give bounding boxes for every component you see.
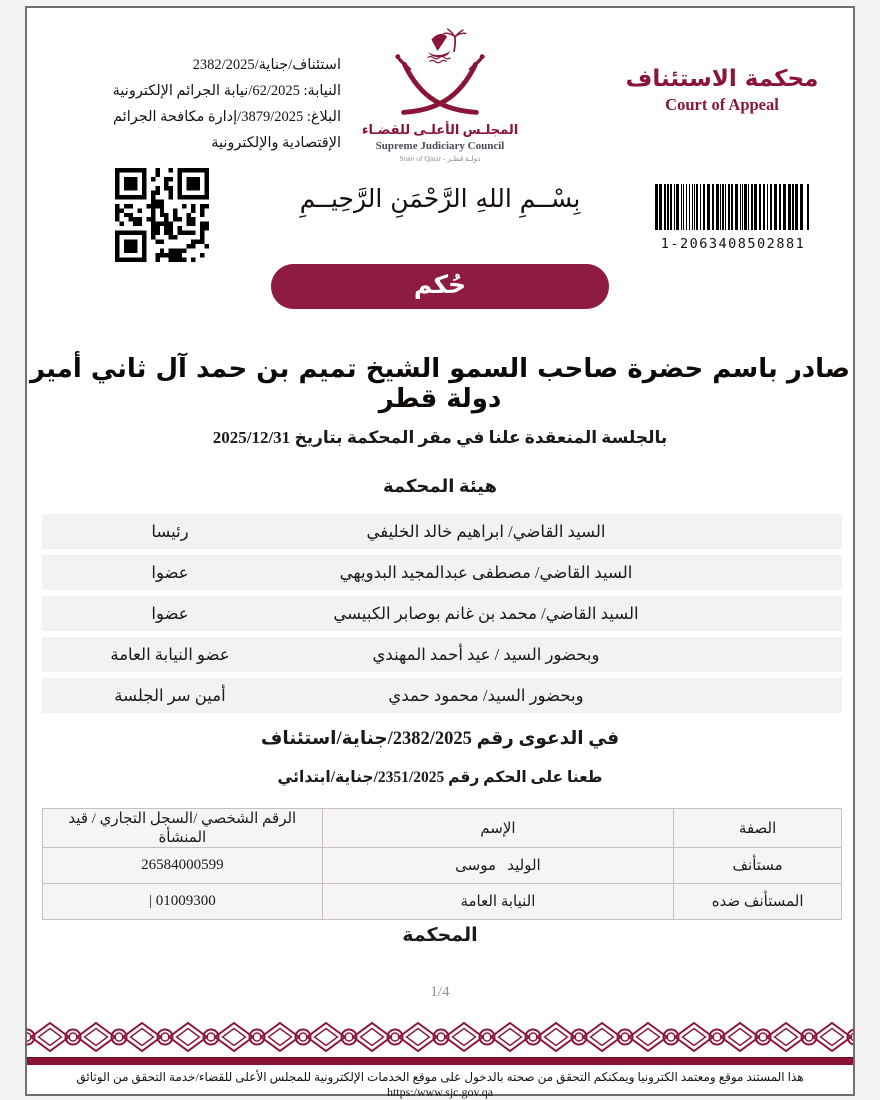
- case-number-line: في الدعوى رقم 2382/2025/جناية/استئناف: [260, 729, 620, 749]
- court-name-arabic: محكمة الاستئناف: [625, 66, 819, 92]
- party-name: الوليد موسى: [322, 848, 674, 884]
- panel-row: [42, 514, 842, 549]
- page-number: 1/4: [430, 984, 450, 1000]
- parties-row: [43, 848, 842, 884]
- footer-verification-note: هذا المستند موقع ومعتمد الكترونيا ويمكنكم التحقق من صحته بالدخول على موقع الخدمات الإلكترونية للمجلس الأعلى للقضاء/خدمة التحقق من الوثائق https:/www.sjc.gov.qa: [76, 1070, 804, 1099]
- ornament-border: [27, 1020, 853, 1054]
- case-reference-line: استئناف/جناية/2382/2025: [192, 57, 341, 73]
- report-line-continuation: الإقتصادية والإلكترونية: [211, 135, 341, 151]
- panel-heading: هيئة المحكمة: [382, 476, 497, 496]
- parties-column-header: الصفة: [674, 809, 842, 848]
- palm-tree: [443, 29, 466, 37]
- council-state-line: State of Qatar - دولـة قطـر: [399, 154, 481, 163]
- dhow-sail: [431, 34, 447, 51]
- court-panel-table: [42, 514, 842, 719]
- supreme-judiciary-council-logo: [335, 28, 545, 163]
- parties-table-header-row: [43, 809, 842, 848]
- panel-member-role: عضوا: [151, 562, 189, 582]
- panel-member-role: أمين سر الجلسة: [114, 685, 226, 705]
- case-reference-block: [79, 52, 341, 156]
- barcode-number: 1-2063408502881: [660, 236, 806, 252]
- document-sheet: [25, 6, 855, 1099]
- parties-row: [43, 884, 842, 920]
- court-name-english: Court of Appeal: [665, 95, 779, 114]
- party-role: المستأنف ضده: [674, 884, 842, 920]
- crossed-swords: [395, 54, 484, 112]
- judgment-banner-label: حُكم: [413, 270, 467, 299]
- panel-row: [42, 596, 842, 631]
- party-number: 26584000599: [43, 848, 323, 884]
- panel-member-name: السيد القاضي/ ابراهيم خالد الخليفي: [366, 521, 606, 541]
- court-of-appeal-block: [617, 66, 827, 115]
- panel-row: [42, 678, 842, 713]
- party-role: مستأنف: [674, 848, 842, 884]
- qr-code: [115, 168, 209, 262]
- panel-member-name: السيد القاضي/ مصطفى عبدالمجيد البدويهي: [339, 562, 633, 582]
- panel-row: [42, 637, 842, 672]
- prosecution-line: النيابة: 62/2025/نيابة الجرائم الإلكترونية: [112, 83, 341, 99]
- session-line: بالجلسة المنعقدة علنا في مقر المحكمة بتاريخ 2025/12/31: [212, 428, 668, 447]
- panel-member-name: وبحضور السيد/ محمود حمدي: [388, 685, 584, 705]
- bismillah-calligraphy: بِسْــمِ اللهِ الرَّحْمَنِ الرَّحِيــمِ: [299, 184, 581, 213]
- parties-column-header: الرقم الشخصي /السجل التجاري / قيد المنشأة: [43, 809, 323, 848]
- party-number: 01009300 |: [43, 884, 323, 920]
- panel-row: [42, 555, 842, 590]
- panel-member-name: السيد القاضي/ محمد بن غانم بوصابر الكبيسي: [333, 603, 639, 623]
- qatar-emblem-icon: [392, 28, 488, 120]
- ornament-bar: [27, 1057, 853, 1065]
- appealed-judgment-line: طعنا على الحكم رقم 2351/2025/جناية/ابتدائي: [277, 769, 603, 786]
- panel-member-role: عضو النيابة العامة: [110, 644, 230, 664]
- barcode-block: [655, 184, 811, 252]
- panel-member-role: رئيسا: [151, 521, 189, 541]
- council-name-english: Supreme Judiciary Council: [375, 140, 505, 152]
- barcode: [655, 184, 811, 235]
- report-line: البلاغ: 3879/2025/إدارة مكافحة الجرائم: [113, 109, 341, 125]
- panel-member-name: وبحضور السيد / عيد أحمد المهندي: [372, 644, 600, 664]
- issued-in-name-line: صادر باسم حضرة صاحب السمو الشيخ تميم بن حمد آل ثاني أمير دولة قطر: [29, 354, 851, 414]
- council-name-arabic: المجلـس الأعلـى للقضـاء: [361, 122, 519, 137]
- parties-column-header: الإسم: [322, 809, 674, 848]
- judgment-banner: [271, 264, 609, 309]
- court-section-heading: المحكمة: [402, 925, 478, 946]
- parties-table: [42, 808, 842, 920]
- party-name: النيابة العامة: [322, 884, 674, 920]
- panel-member-role: عضوا: [151, 603, 189, 623]
- sea-waves: [428, 57, 451, 63]
